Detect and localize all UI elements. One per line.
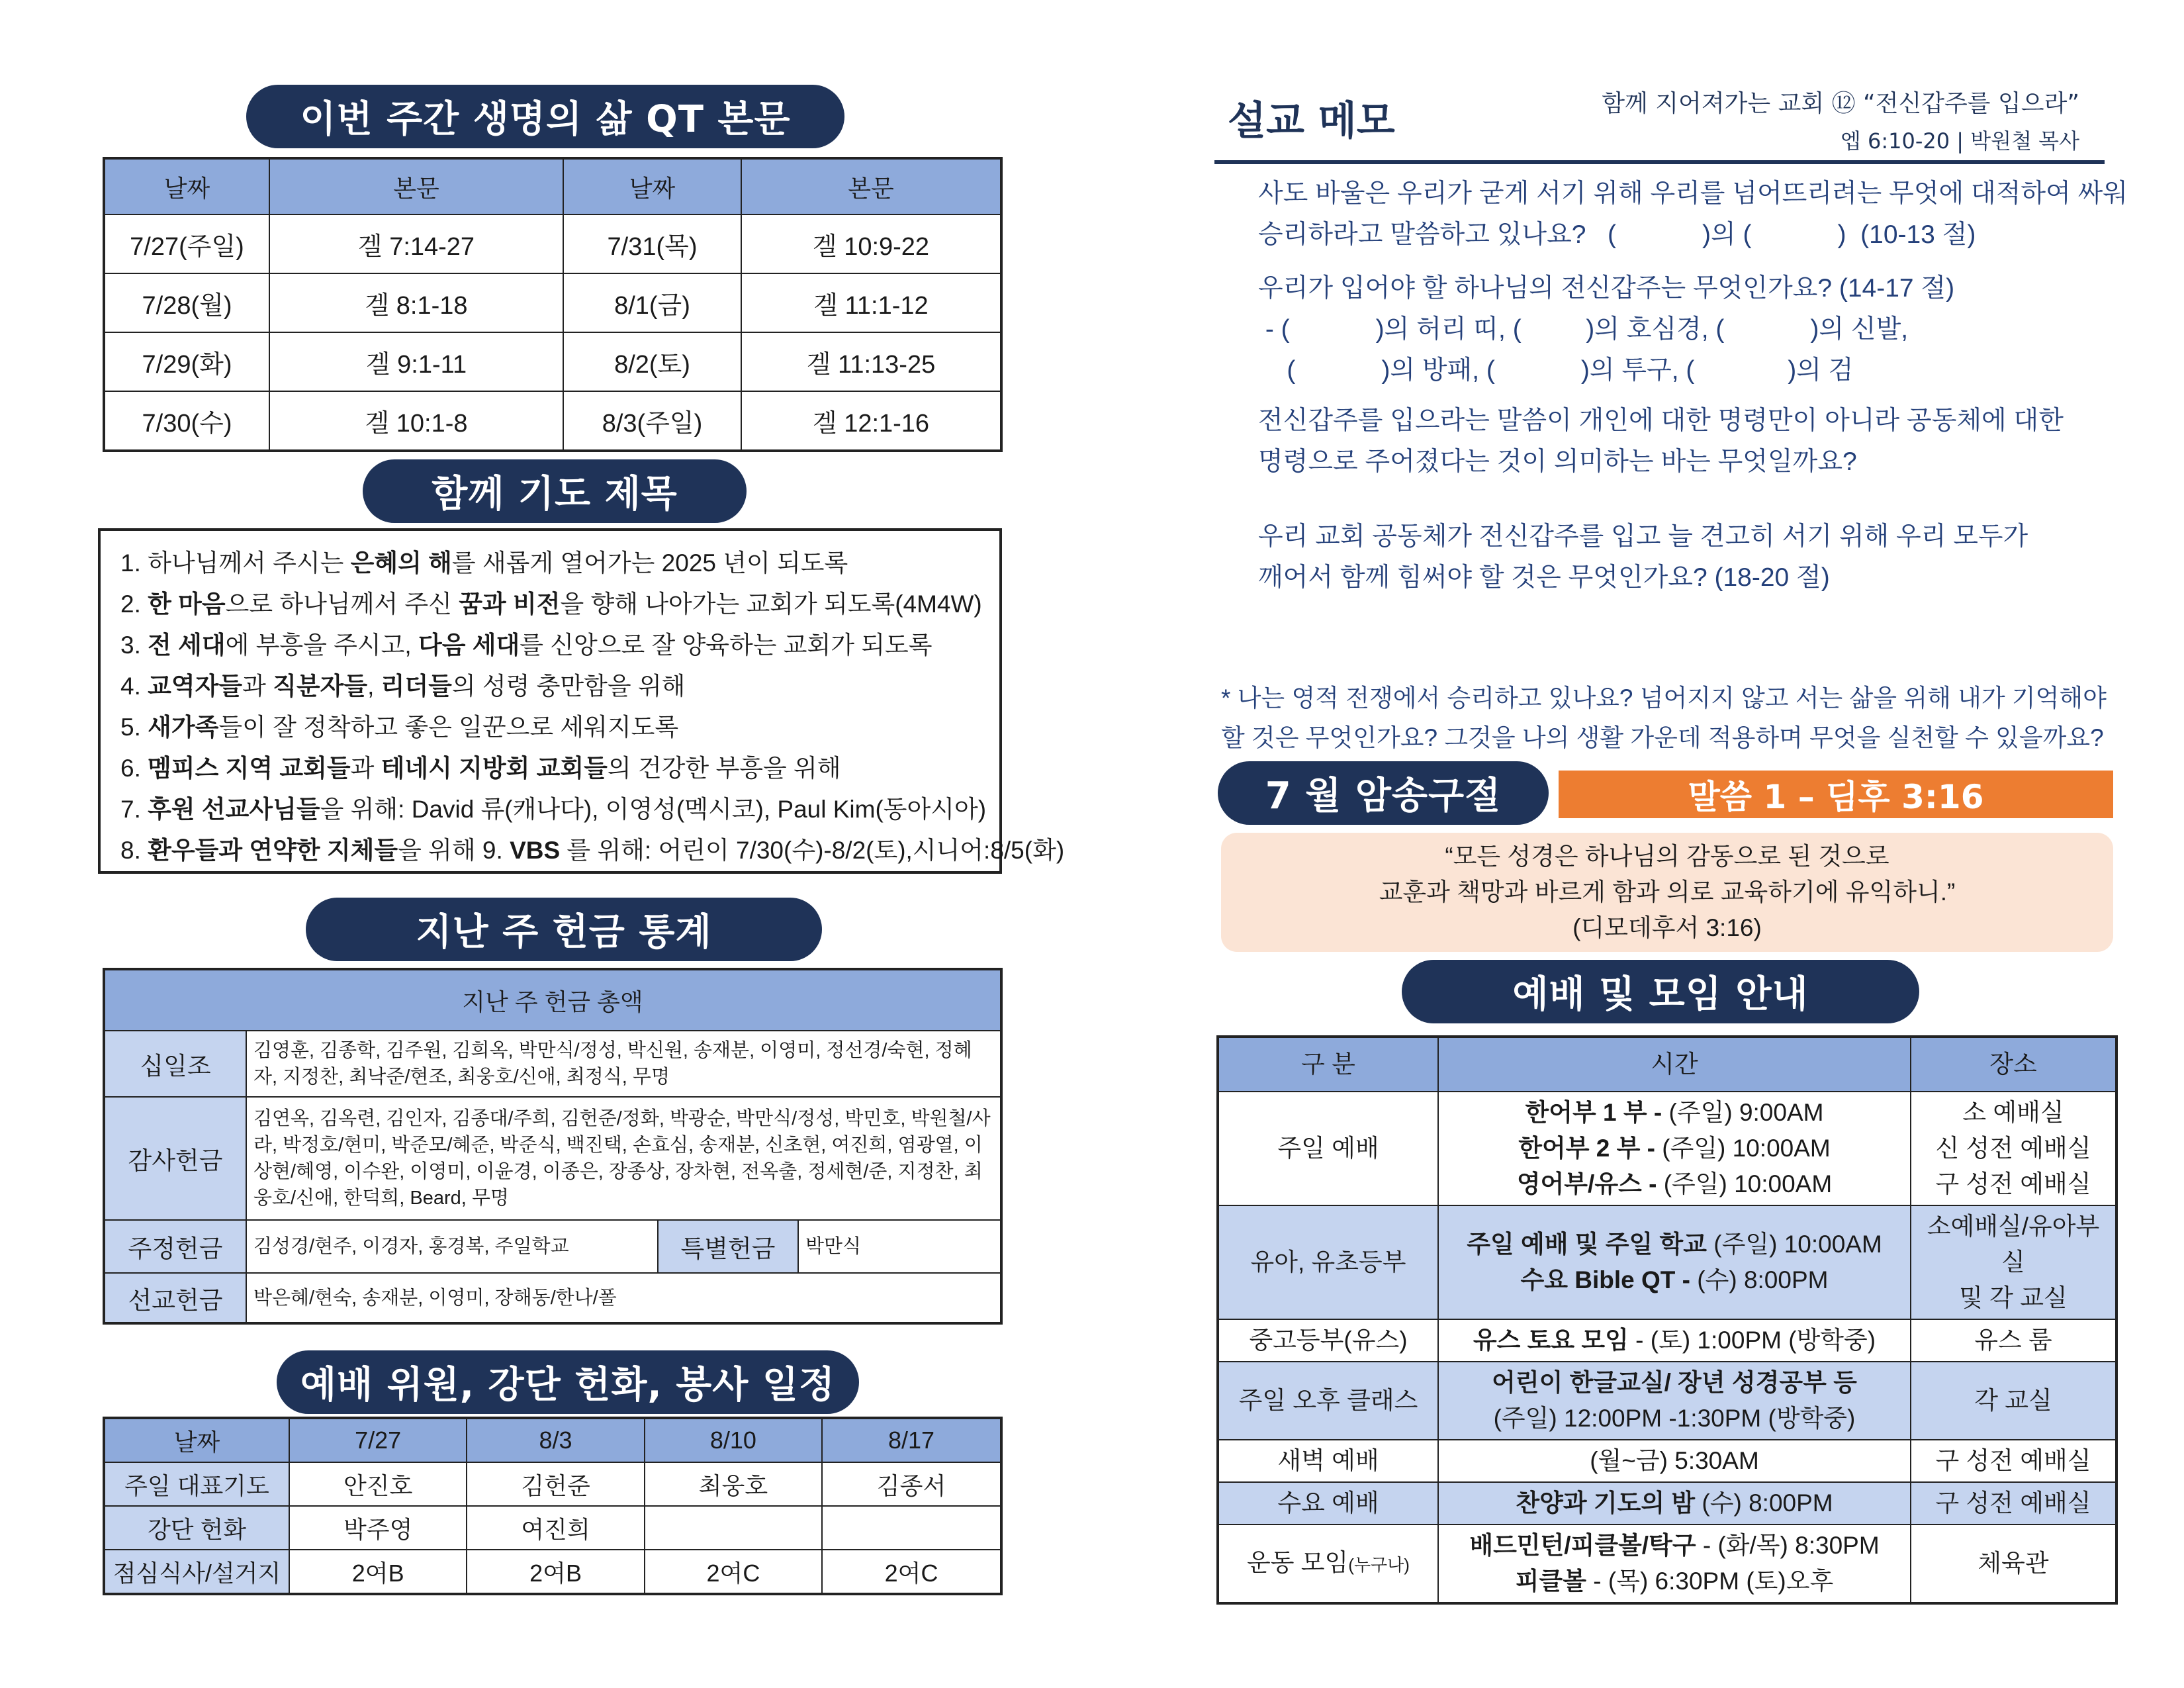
worship-time	[1438, 1440, 1911, 1482]
worship-place-line: 구 성전 예배실	[1935, 1170, 2091, 1197]
bold-text: 한어부 2 부 -	[1518, 1135, 1662, 1162]
worship-time-line	[1443, 1262, 1906, 1298]
verse-line: “모든 성경은 하나님의 감동으로 된 것으로	[1445, 843, 1889, 870]
text: - (목) 6:30PM (토)오후	[1593, 1568, 1834, 1595]
offering-table	[103, 968, 1003, 1325]
bold-text: 다음 세대	[418, 632, 520, 659]
text: 으로 하나님께서 주신	[225, 590, 459, 618]
verse-text	[1221, 833, 2113, 952]
bold-text: 리더들	[381, 673, 452, 700]
text: 를 신앙으로 잘 양육하는 교회가 되도록	[520, 632, 933, 659]
bold-text: 주일 예배 및 주일 학교	[1467, 1231, 1714, 1258]
question-line: 명령으로 주어졌다는 것이 의미하는 바는 무엇일까요?	[1258, 447, 1857, 476]
offering-title: 지난 주 헌금 통계	[306, 898, 822, 961]
text: - (토) 1:00PM (방학중)	[1635, 1327, 1876, 1354]
qt-row	[104, 273, 1001, 332]
prayer-item	[120, 748, 979, 789]
worship-place-line: 및 각 교실	[1959, 1284, 2068, 1311]
schedule-cell: 최웅호	[645, 1462, 822, 1506]
text: 7.	[120, 796, 148, 823]
worship-name-text: 주일 오후 클래스	[1238, 1387, 1418, 1414]
memo-divider	[1214, 160, 2105, 164]
worship-time	[1438, 1092, 1911, 1205]
qt-cell: 겔 11:1-12	[741, 273, 1001, 332]
offering-header: 지난 주 헌금 총액	[104, 969, 1001, 1031]
text: 4.	[120, 673, 148, 700]
worship-time-line	[1443, 1365, 1906, 1401]
sermon-question	[1221, 516, 2108, 598]
qt-cell: 7/31(목)	[563, 214, 741, 273]
worship-time-line	[1443, 1227, 1906, 1262]
qt-cell: 8/2(토)	[563, 332, 741, 391]
text: 을 위해 9.	[398, 837, 510, 864]
memo-title: 설교 메모	[1228, 98, 1395, 144]
worship-place	[1911, 1362, 2116, 1440]
worship-time-line	[1443, 1323, 1906, 1358]
qt-cell: 겔 11:13-25	[741, 332, 1001, 391]
worship-place-line: 유스 룸	[1974, 1327, 2052, 1354]
text: 을 향해 나아가는 교회가 되도록(4M4W)	[560, 590, 982, 618]
worship-time	[1438, 1524, 1911, 1603]
text: 을 위해: David 류(캐나다), 이영성(멕시코), Paul Kim(동아시아)	[320, 796, 987, 823]
worship-place-line: 소 예배실	[1962, 1099, 2064, 1126]
bold-text: 교역자들	[148, 673, 243, 700]
prayer-item	[120, 707, 979, 748]
text: (주일) 10:00AM	[1663, 1170, 1833, 1197]
worship-title: 예배 및 모임 안내	[1402, 960, 1919, 1023]
schedule-header-row	[104, 1418, 1001, 1462]
worship-body	[1218, 1092, 2116, 1603]
schedule-role: 점심식사/설거지	[104, 1550, 289, 1594]
worship-header: 시간	[1438, 1037, 1911, 1092]
worship-name-text: 중고등부(유스)	[1249, 1327, 1408, 1354]
worship-header-row	[1218, 1037, 2116, 1092]
worship-place-line: 체육관	[1978, 1550, 2049, 1577]
offering-label: 감사헌금	[104, 1097, 246, 1220]
bold-text: 후원 선교사님들	[148, 796, 320, 823]
question-line: 우리가 입어야 할 하나님의 전신갑주는 무엇인가요? (14-17 절)	[1258, 274, 1955, 303]
schedule-row	[104, 1462, 1001, 1506]
prayer-item	[120, 543, 979, 584]
schedule-cell	[822, 1506, 1001, 1550]
text: 2.	[120, 590, 148, 618]
text: (주일) 9:00AM	[1668, 1099, 1824, 1126]
question-line: ( )의 방패, ( )의 투구, ( )의 검	[1258, 356, 1854, 385]
worship-row	[1218, 1482, 2116, 1524]
worship-time-line	[1443, 1485, 1906, 1521]
worship-name	[1218, 1482, 1438, 1524]
sermon-question	[1221, 268, 2108, 391]
text: 8.	[120, 837, 148, 864]
worship-header: 구 분	[1218, 1037, 1438, 1092]
schedule-cell: 2여C	[645, 1550, 822, 1594]
worship-place-line: 구 성전 예배실	[1935, 1447, 2091, 1474]
bold-text: 피클볼	[1515, 1568, 1594, 1595]
prayer-item	[120, 625, 979, 666]
worship-name-text: 새벽 예배	[1277, 1447, 1379, 1474]
worship-name-text: 유아, 유초등부	[1250, 1248, 1406, 1276]
offering-names: 박만식	[798, 1220, 1001, 1273]
schedule-header: 8/10	[645, 1418, 822, 1462]
prayer-item	[120, 789, 987, 830]
bold-text: 어린이 한글교실/ 장년 성경공부 등	[1492, 1369, 1857, 1396]
worship-header: 장소	[1911, 1037, 2116, 1092]
worship-row	[1218, 1205, 2116, 1319]
question-text	[1258, 516, 2108, 598]
worship-name	[1218, 1319, 1438, 1362]
qt-cell: 겔 10:9-22	[741, 214, 1001, 273]
qt-row	[104, 332, 1001, 391]
qt-cell: 8/1(금)	[563, 273, 741, 332]
schedule-cell: 2여B	[467, 1550, 644, 1594]
qt-cell: 겔 10:1-8	[269, 391, 563, 451]
schedule-cell: 김헌준	[467, 1462, 644, 1506]
worship-name-text: 주일 예배	[1277, 1135, 1379, 1162]
qt-cell: 7/28(월)	[104, 273, 269, 332]
text: 1. 하나님께서 주시는	[120, 549, 351, 577]
text: (주일) 10:00AM	[1713, 1231, 1882, 1258]
worship-time-line	[1443, 1131, 1906, 1166]
bold-text: 영어부/유스 -	[1516, 1170, 1664, 1197]
worship-name-note: (누구나)	[1348, 1554, 1410, 1575]
bold-text: 전 세대	[148, 632, 226, 659]
schedule-header: 8/3	[467, 1418, 644, 1462]
schedule-header: 8/17	[822, 1418, 1001, 1462]
text: 의 성령 충만함을 위해	[451, 673, 686, 700]
text: 를 위해: 어린이 7/30(수)-8/2(토),시니어:8/5(화)	[560, 837, 1065, 864]
text: (주일) 10:00AM	[1662, 1135, 1831, 1162]
worship-name	[1218, 1524, 1438, 1603]
worship-time	[1438, 1205, 1911, 1319]
text: (수) 8:00PM	[1697, 1266, 1829, 1293]
schedule-body	[104, 1462, 1001, 1594]
worship-place	[1911, 1205, 2116, 1319]
bold-text: 한 마음	[148, 590, 226, 618]
verse-reference: 말씀 1 – 딤후 3:16	[1559, 771, 2113, 818]
schedule-cell: 김종서	[822, 1462, 1001, 1506]
schedule-role: 강단 헌화	[104, 1506, 289, 1550]
offering-names: 김성경/현주, 이경자, 홍경복, 주일학교	[246, 1220, 658, 1273]
worship-name	[1218, 1440, 1438, 1482]
worship-row	[1218, 1319, 2116, 1362]
offering-row-mission	[104, 1273, 1001, 1323]
text: 과	[350, 755, 381, 782]
qt-cell: 7/29(화)	[104, 332, 269, 391]
prayer-list	[98, 528, 1065, 874]
worship-place	[1911, 1524, 2116, 1603]
verse-title: 7 월 암송구절	[1218, 761, 1549, 825]
bold-text: 환우들과 연약한 지체들	[148, 837, 398, 864]
schedule-cell: 2여B	[289, 1550, 467, 1594]
bold-text: 꿈과 비전	[459, 590, 561, 618]
question-line: 우리 교회 공동체가 전신갑주를 입고 늘 견고히 서기 위해 우리 모두가	[1258, 522, 2028, 551]
bold-text: 찬양과 기도의 밤	[1516, 1489, 1702, 1517]
offering-label: 주정헌금	[104, 1220, 246, 1273]
qt-cell: 겔 9:1-11	[269, 332, 563, 391]
text: - (화/목) 8:30PM	[1702, 1532, 1880, 1559]
qt-row	[104, 391, 1001, 451]
verse-line: (디모데후서 3:16)	[1572, 914, 1762, 941]
worship-time-line	[1443, 1564, 1906, 1599]
qt-row	[104, 214, 1001, 273]
qt-header: 본문	[269, 158, 563, 214]
offering-label: 십일조	[104, 1031, 246, 1097]
question-line: 승리하라고 말씀하고 있나요? ( )의 ( ) (10-13 절)	[1258, 220, 1976, 249]
bold-text: 멤피스 지역 교회들	[148, 755, 351, 782]
bold-text: 새가족	[148, 714, 219, 741]
worship-place	[1911, 1092, 2116, 1205]
schedule-row	[104, 1506, 1001, 1550]
bold-text: 유스 토요 모임	[1473, 1327, 1636, 1354]
bold-text: 한어부 1 부 -	[1525, 1099, 1669, 1126]
bold-text: 배드민턴/피클볼/탁구	[1469, 1532, 1703, 1559]
text: 3.	[120, 632, 148, 659]
offering-row-thanks	[104, 1097, 1001, 1220]
schedule-header: 7/27	[289, 1418, 467, 1462]
note-line: 할 것은 무엇인가요? 그것을 나의 생활 가운데 적용하며 무엇을 실천할 수 있을까요?	[1221, 724, 2104, 751]
worship-place-line: 소예배실/유아부실	[1927, 1213, 2100, 1276]
schedule-row	[104, 1550, 1001, 1594]
worship-row	[1218, 1440, 2116, 1482]
offering-names: 김연옥, 김옥련, 김인자, 김종대/주희, 김헌준/정화, 박광순, 박만식/정성, 박민호, 박원철/사라, 박정호/현미, 박준모/혜준, 박준식, 백진택, 손효심, 송재분, 신초현, 여진희, 염광열, 이상현/혜영, 이수완, 이영미, 이윤경, 이종은, 장종상, 장차현, 전옥출, 정세현/준, 지정찬, 최웅호/신애, 한덕희, Beard, 무명	[246, 1097, 1001, 1220]
qt-cell: 겔 8:1-18	[269, 273, 563, 332]
bold-text: 수요 Bible QT -	[1520, 1266, 1698, 1293]
sermon-reference: 엡 6:10-20 | 박원철 목사	[1840, 128, 2079, 154]
worship-place	[1911, 1482, 2116, 1524]
schedule-table	[103, 1417, 1003, 1595]
verse-line: 교훈과 책망과 바르게 함과 의로 교육하기에 유익하니.”	[1379, 878, 1956, 906]
text: 의 건강한 부흥을 위해	[607, 755, 841, 782]
schedule-cell: 안진호	[289, 1462, 467, 1506]
worship-time-line	[1443, 1401, 1906, 1436]
question-line: 전신갑주를 입으라는 말씀이 개인에 대한 명령만이 아니라 공동체에 대한	[1258, 406, 2064, 435]
bold-text: VBS	[510, 837, 561, 864]
worship-time-line	[1443, 1528, 1906, 1564]
offering-label: 선교헌금	[104, 1273, 246, 1323]
text: 과	[242, 673, 273, 700]
worship-name-text: 운동 모임	[1247, 1548, 1349, 1576]
offering-label: 특별헌금	[658, 1220, 798, 1273]
qt-header: 날짜	[104, 158, 269, 214]
worship-row	[1218, 1092, 2116, 1205]
offering-header-row	[104, 969, 1001, 1031]
schedule-cell: 박주영	[289, 1506, 467, 1550]
worship-time-line	[1443, 1443, 1906, 1479]
text: (주일) 12:00PM -1:30PM (방학중)	[1493, 1405, 1856, 1432]
question-line: 사도 바울은 우리가 굳게 서기 위해 우리를 넘어뜨리려는 무엇에 대적하여 싸워	[1258, 179, 2128, 208]
worship-time	[1438, 1362, 1911, 1440]
prayer-title: 함께 기도 제목	[363, 459, 747, 523]
sermon-series: 함께 지어져가는 교회 ⑫ “전신갑주를 입으라”	[1602, 90, 2079, 117]
schedule-cell: 여진희	[467, 1506, 644, 1550]
sermon-question	[1221, 173, 2128, 256]
worship-row	[1218, 1362, 2116, 1440]
qt-title: 이번 주간 생명의 삶 QT 본문	[246, 85, 844, 148]
text: 를 새롭게 열어가는 2025 년이 되도록	[451, 549, 848, 577]
text: (월~금) 5:30AM	[1590, 1447, 1759, 1474]
worship-place	[1911, 1319, 2116, 1362]
sermon-question	[1221, 400, 2108, 483]
worship-table	[1216, 1035, 2118, 1605]
text: 6.	[120, 755, 148, 782]
offering-row-tithe	[104, 1031, 1001, 1097]
text: 들이 잘 정착하고 좋은 일꾼으로 세워지도록	[218, 714, 679, 741]
qt-cell: 7/30(수)	[104, 391, 269, 451]
text: (수) 8:00PM	[1702, 1489, 1833, 1517]
text: 에 부흥을 주시고,	[225, 632, 418, 659]
bold-text: 직분자들	[273, 673, 368, 700]
schedule-title: 예배 위원, 강단 헌화, 봉사 일정	[277, 1350, 859, 1414]
reflection-note	[1221, 679, 2108, 758]
worship-place-line: 신 성전 예배실	[1935, 1135, 2091, 1162]
question-text	[1258, 173, 2128, 256]
text: ,	[367, 673, 381, 700]
question-line: - ( )의 허리 띠, ( )의 호심경, ( )의 신발,	[1258, 315, 1909, 344]
qt-body	[104, 214, 1001, 451]
schedule-role: 주일 대표기도	[104, 1462, 289, 1506]
worship-name	[1218, 1362, 1438, 1440]
offering-row-weekly	[104, 1220, 1001, 1273]
schedule-cell	[645, 1506, 822, 1550]
prayer-item	[120, 666, 979, 707]
worship-name	[1218, 1205, 1438, 1319]
question-text	[1258, 268, 2108, 391]
qt-cell: 겔 12:1-16	[741, 391, 1001, 451]
schedule-cell: 2여C	[822, 1550, 1001, 1594]
bold-text: 은혜의 해	[350, 549, 452, 577]
worship-place	[1911, 1440, 2116, 1482]
worship-name-text: 수요 예배	[1277, 1489, 1379, 1517]
qt-header: 날짜	[563, 158, 741, 214]
prayer-item	[120, 830, 1065, 871]
question-line: 깨어서 함께 힘써야 할 것은 무엇인가요? (18-20 절)	[1258, 563, 1830, 592]
question-text	[1258, 400, 2108, 483]
worship-place-line: 구 성전 예배실	[1935, 1489, 2091, 1517]
qt-cell: 겔 7:14-27	[269, 214, 563, 273]
schedule-header: 날짜	[104, 1418, 289, 1462]
worship-time	[1438, 1319, 1911, 1362]
worship-row	[1218, 1524, 2116, 1603]
text: 5.	[120, 714, 148, 741]
qt-cell: 7/27(주일)	[104, 214, 269, 273]
worship-time-line	[1443, 1095, 1906, 1131]
qt-table	[103, 157, 1003, 452]
qt-header-row	[104, 158, 1001, 214]
offering-names: 김영훈, 김종학, 김주원, 김희옥, 박만식/정성, 박신원, 송재분, 이영미, 정선경/숙현, 정혜자, 지정찬, 최낙준/현조, 최웅호/신애, 최정식, 무명	[246, 1031, 1001, 1097]
bold-text: 테네시 지방회 교회들	[381, 755, 608, 782]
note-line: * 나는 영적 전쟁에서 승리하고 있나요? 넘어지지 않고 서는 삶을 위해 내가 기억해야	[1221, 684, 2107, 712]
qt-cell: 8/3(주일)	[563, 391, 741, 451]
worship-name	[1218, 1092, 1438, 1205]
worship-place-line: 각 교실	[1974, 1387, 2052, 1414]
qt-header: 본문	[741, 158, 1001, 214]
prayer-item	[120, 584, 982, 625]
offering-names: 박은혜/현숙, 송재분, 이영미, 장해동/한나/폴	[246, 1273, 1001, 1323]
worship-time-line	[1443, 1166, 1906, 1202]
worship-time	[1438, 1482, 1911, 1524]
